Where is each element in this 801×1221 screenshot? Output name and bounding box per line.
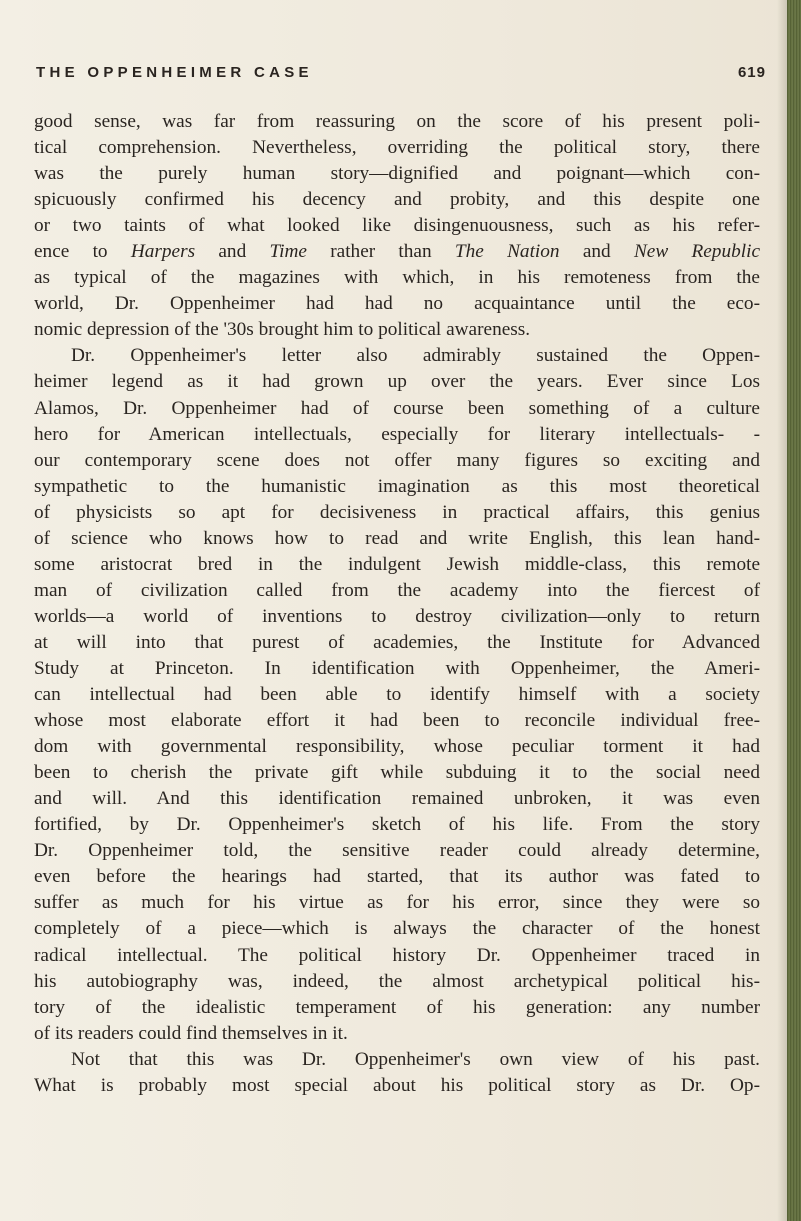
text-line-30: even before the hearings had started, that its author was fated to [34,866,760,888]
text-line-29: Dr. Oppenheimer told, the sensitive reader could already determine, [34,840,760,862]
text-line-20: worlds—a world of inventions to destroy civilization—only to return [34,605,760,627]
text-line-4: spicuously confirmed his decency and probity, and this despite one [34,189,760,211]
text-line-32: completely of a piece—which is always the character of the honest [34,918,760,940]
text-line-37: Not that this was Dr. Oppenheimer's own view of his past. [71,1048,760,1070]
text-line-31: suffer as much for his virtue as for his error, since they were so [34,892,760,914]
text-line-18: some aristocrat bred in the indulgent Jewish middle-class, this remote [34,553,760,575]
text-line-21: at will into that purest of academies, the Institute for Advanced [34,631,760,653]
text-line-10: Dr. Oppenheimer's letter also admirably sustained the Oppen- [71,345,760,367]
running-head [36,64,776,88]
text-line-16: of physicists so apt for decisiveness in practical affairs, this genius [34,501,760,523]
text-line-11: heimer legend as it had grown up over the years. Ever since Los [34,371,760,393]
text-run: and [559,241,634,263]
text-line-25: dom with governmental responsibility, whose peculiar torment it had [34,736,760,758]
text-line-13: hero for American intellectuals, especially for literary intellectuals- - [34,423,760,445]
text-line-26: been to cherish the private gift while subduing it to the social need [34,762,760,784]
text-line-14: our contemporary scene does not offer many figures so exciting and [34,449,760,471]
text-line-9: nomic depression of the '30s brought him to political awareness. [34,319,531,341]
body-text [34,109,760,1099]
text-run: and [195,241,270,263]
text-line-23: can intellectual had been able to identify himself with a society [34,684,760,706]
text-line-1: good sense, was far from reassuring on the score of his present poli- [34,111,760,132]
text-run: rather than [306,241,455,263]
text-run: ence to [34,241,131,263]
text-line-7: as typical of the magazines with which, in his remoteness from the [34,267,760,289]
text-line-36: of its readers could find themselves in it. [34,1022,348,1044]
text-line-19: man of civilization called from the academy into the fiercest of [34,579,760,601]
text-line-8: world, Dr. Oppenheimer had had no acquaintance until the eco- [34,293,760,315]
text-line-3: was the purely human story—dignified and poignant—which con- [34,163,760,185]
text-line-12: Alamos, Dr. Oppenheimer had of course been something of a culture [34,397,760,419]
text-line-5: or two taints of what looked like disingenuousness, such as his refer- [34,215,760,237]
italic-title-new-republic: New Republic [633,241,761,263]
italic-title-the-nation: The Nation [454,241,560,263]
page-number: 619 [737,64,766,81]
text-line-38: What is probably most special about his political story as Dr. Op- [34,1074,760,1096]
text-line-15: sympathetic to the humanistic imagination as this most theoretical [34,475,760,497]
italic-title-time: Time [269,241,307,263]
text-line-28: fortified, by Dr. Oppenheimer's sketch of his life. From the story [34,814,760,836]
text-line-6 [34,239,760,265]
text-line-24: whose most elaborate effort it had been to reconcile individual free- [34,710,760,732]
book-edge-strip [787,0,801,1221]
running-head-title: THE OPPENHEIMER CASE [36,64,313,81]
text-line-34: his autobiography was, indeed, the almost archetypical political his- [34,970,760,992]
italic-title-harpers: Harpers [130,241,196,263]
text-line-27: and will. And this identification remained unbroken, it was even [34,788,760,810]
text-line-33: radical intellectual. The political history Dr. Oppenheimer traced in [34,944,760,966]
text-line-22: Study at Princeton. In identification with Oppenheimer, the Ameri- [34,657,760,679]
page-gutter-shadow [777,0,787,1221]
text-line-35: tory of the idealistic temperament of his generation: any number [34,996,760,1018]
text-line-2: tical comprehension. Nevertheless, overriding the political story, there [34,137,760,159]
text-line-17: of science who knows how to read and write English, this lean hand- [34,527,760,549]
